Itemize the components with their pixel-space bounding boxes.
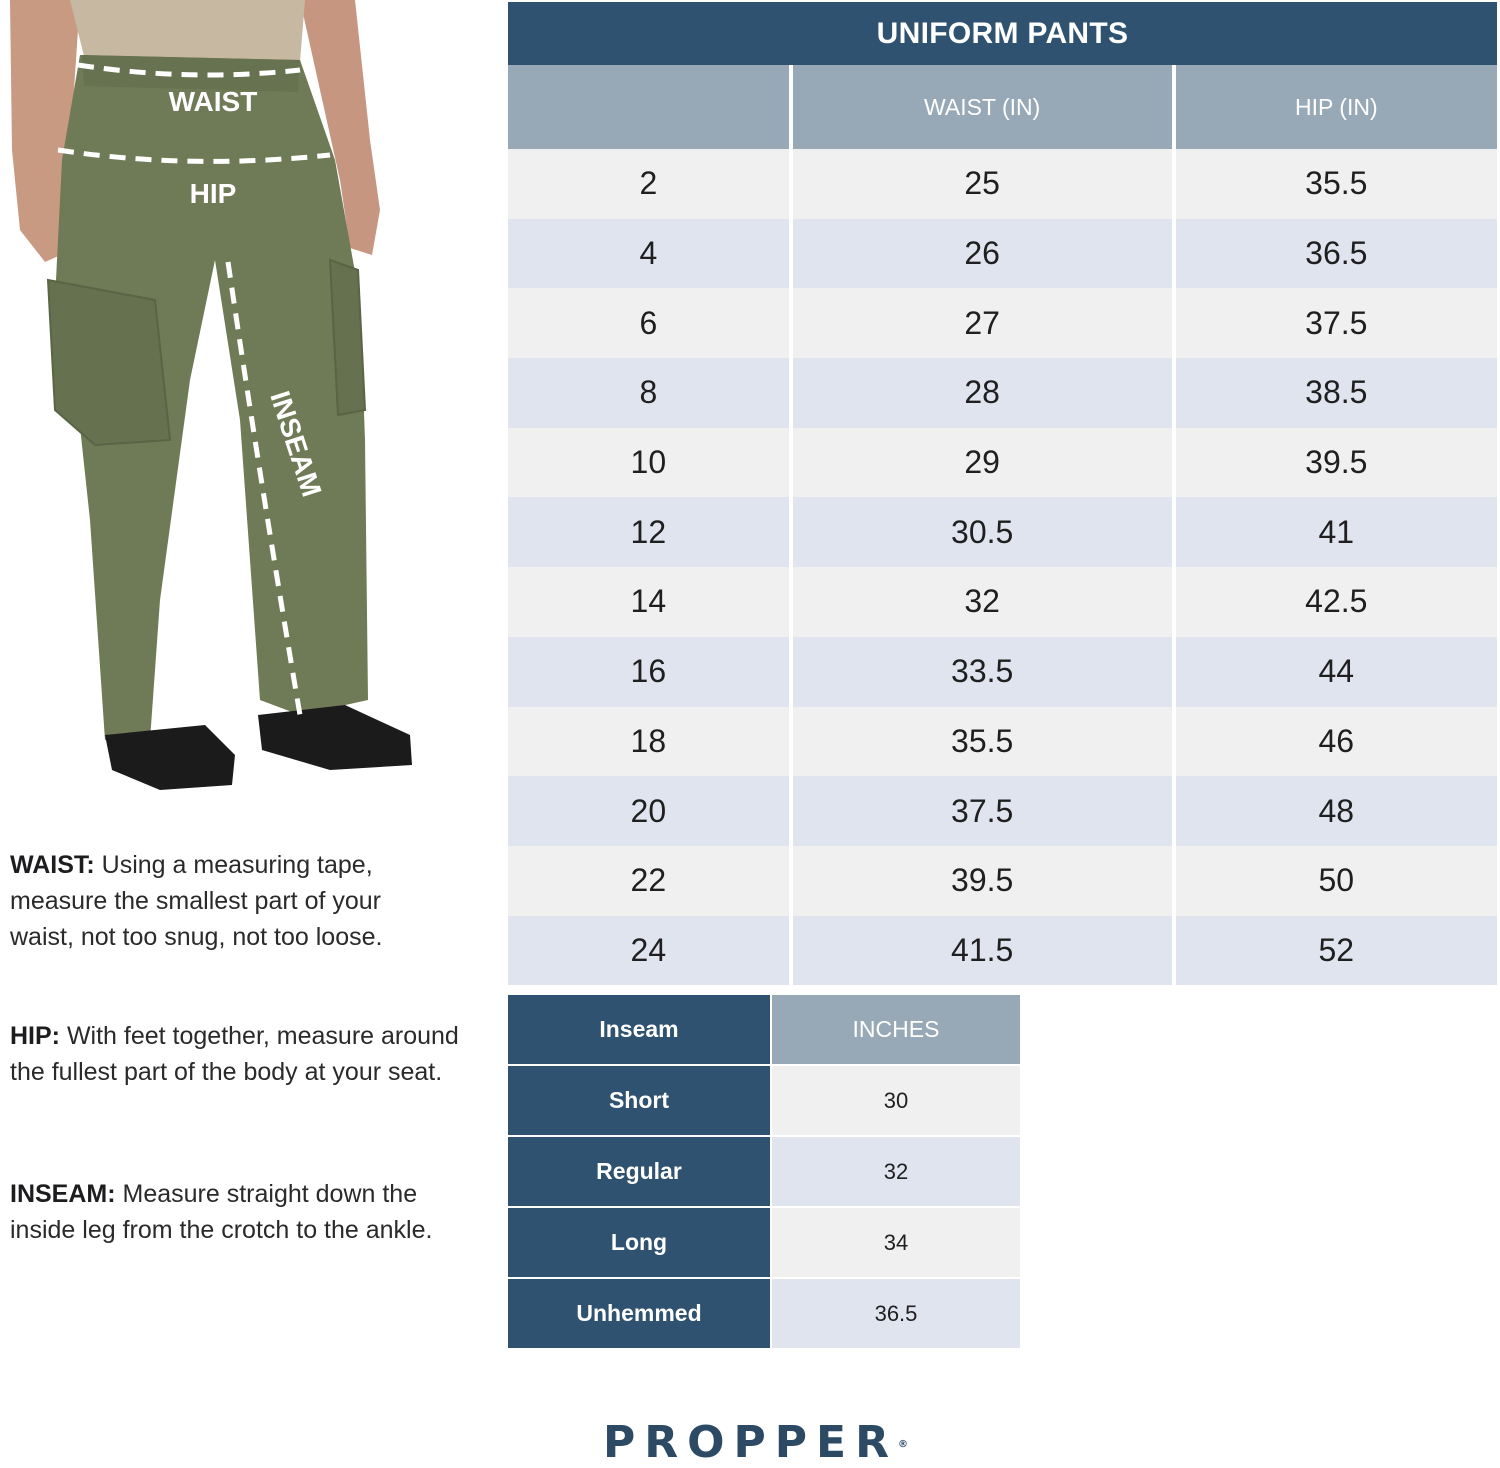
waist-cell: 32 [789, 567, 1172, 637]
size-cell: 6 [639, 304, 658, 341]
table-row [508, 149, 1497, 219]
waist-cell: 41.5 [789, 916, 1172, 986]
table-row [508, 637, 1497, 707]
shirt [70, 0, 305, 62]
table-row [508, 707, 1497, 777]
waist-cell: 35.5 [789, 707, 1172, 777]
table-row [508, 776, 1497, 846]
hip-cell: 42.5 [1172, 567, 1497, 637]
hip-cell: 39.5 [1172, 428, 1497, 498]
inseam-table-header [508, 995, 1020, 1064]
waist-label: WAIST [168, 86, 258, 117]
brand-name: PROPPER [603, 1417, 898, 1468]
waist-description [10, 847, 430, 955]
waist-text: Using a measuring tape, measure the smallest part of your waist, not too snug, not too loose. [10, 851, 383, 951]
pants-measurement-illustration [0, 0, 470, 800]
hip-cell: 44 [1172, 637, 1497, 707]
hip-term: HIP: [10, 1022, 60, 1050]
left-boot [105, 725, 235, 790]
inseam-length-label: Long [508, 1208, 770, 1277]
registered-mark: ® [897, 1439, 908, 1450]
inseam-label: INSEAM [264, 387, 328, 501]
inseam-inches-value: 32 [772, 1137, 1020, 1206]
inseam-inches-value: 36.5 [772, 1279, 1020, 1348]
size-column-header [508, 65, 789, 149]
size-table-title: UNIFORM PANTS [508, 2, 1497, 65]
waist-cell: 27 [789, 288, 1172, 358]
inseam-inches-value: 30 [772, 1066, 1020, 1135]
hip-cell: 37.5 [1172, 288, 1497, 358]
table-row [508, 916, 1497, 986]
table-row [508, 567, 1497, 637]
size-table-header [508, 65, 1497, 149]
table-row [508, 1066, 1020, 1135]
table-row [508, 846, 1497, 916]
size-cell: 18 [630, 722, 667, 759]
waist-cell: 25 [789, 149, 1172, 219]
waist-cell: 37.5 [789, 776, 1172, 846]
table-row [508, 358, 1497, 428]
table-row [508, 497, 1497, 567]
inseam-header: Inseam [508, 995, 770, 1064]
inseam-description [10, 1176, 480, 1248]
hip-label: HIP [189, 178, 237, 209]
size-cell: 10 [630, 444, 667, 481]
table-row [508, 428, 1497, 498]
right-boot [258, 705, 412, 770]
inseam-length-label: Unhemmed [508, 1279, 770, 1348]
inches-header: INCHES [772, 995, 1020, 1064]
inseam-length-label: Regular [508, 1137, 770, 1206]
table-row [508, 288, 1497, 358]
waist-term: WAIST: [10, 851, 95, 879]
hip-cell: 36.5 [1172, 219, 1497, 289]
size-cell: 20 [630, 792, 667, 829]
waist-cell: 33.5 [789, 637, 1172, 707]
waist-cell: 26 [789, 219, 1172, 289]
table-row [508, 1137, 1020, 1206]
uniform-pants-size-table [508, 2, 1497, 985]
size-cell: 16 [630, 653, 667, 690]
hip-cell: 48 [1172, 776, 1497, 846]
hip-cell: 50 [1172, 846, 1497, 916]
size-cell: 8 [639, 374, 658, 411]
hip-text: With feet together, measure around the fullest part of the body at your seat. [10, 1022, 459, 1086]
waist-cell: 30.5 [789, 497, 1172, 567]
inseam-term: INSEAM: [10, 1180, 116, 1208]
size-cell: 14 [630, 583, 667, 620]
size-cell: 2 [639, 165, 658, 202]
hip-cell: 35.5 [1172, 149, 1497, 219]
inseam-table [508, 995, 1020, 1350]
waist-column-header: WAIST (IN) [789, 65, 1172, 149]
hip-cell: 41 [1172, 497, 1497, 567]
table-row [508, 1208, 1020, 1277]
cargo-pocket-left [48, 280, 170, 445]
waist-cell: 29 [789, 428, 1172, 498]
size-cell: 22 [630, 862, 667, 899]
size-cell: 12 [630, 513, 667, 550]
propper-logo [603, 1418, 908, 1468]
hip-column-header: HIP (IN) [1172, 65, 1497, 149]
table-row [508, 1279, 1020, 1348]
hip-cell: 46 [1172, 707, 1497, 777]
inseam-text: Measure straight down the inside leg from the crotch to the ankle. [10, 1180, 433, 1244]
inseam-inches-value: 34 [772, 1208, 1020, 1277]
table-row [508, 219, 1497, 289]
hip-cell: 38.5 [1172, 358, 1497, 428]
size-cell: 4 [639, 235, 658, 272]
waist-cell: 28 [789, 358, 1172, 428]
hip-description [10, 1018, 460, 1090]
inseam-length-label: Short [508, 1066, 770, 1135]
hip-cell: 52 [1172, 916, 1497, 986]
size-cell: 24 [630, 931, 667, 968]
waist-cell: 39.5 [789, 846, 1172, 916]
